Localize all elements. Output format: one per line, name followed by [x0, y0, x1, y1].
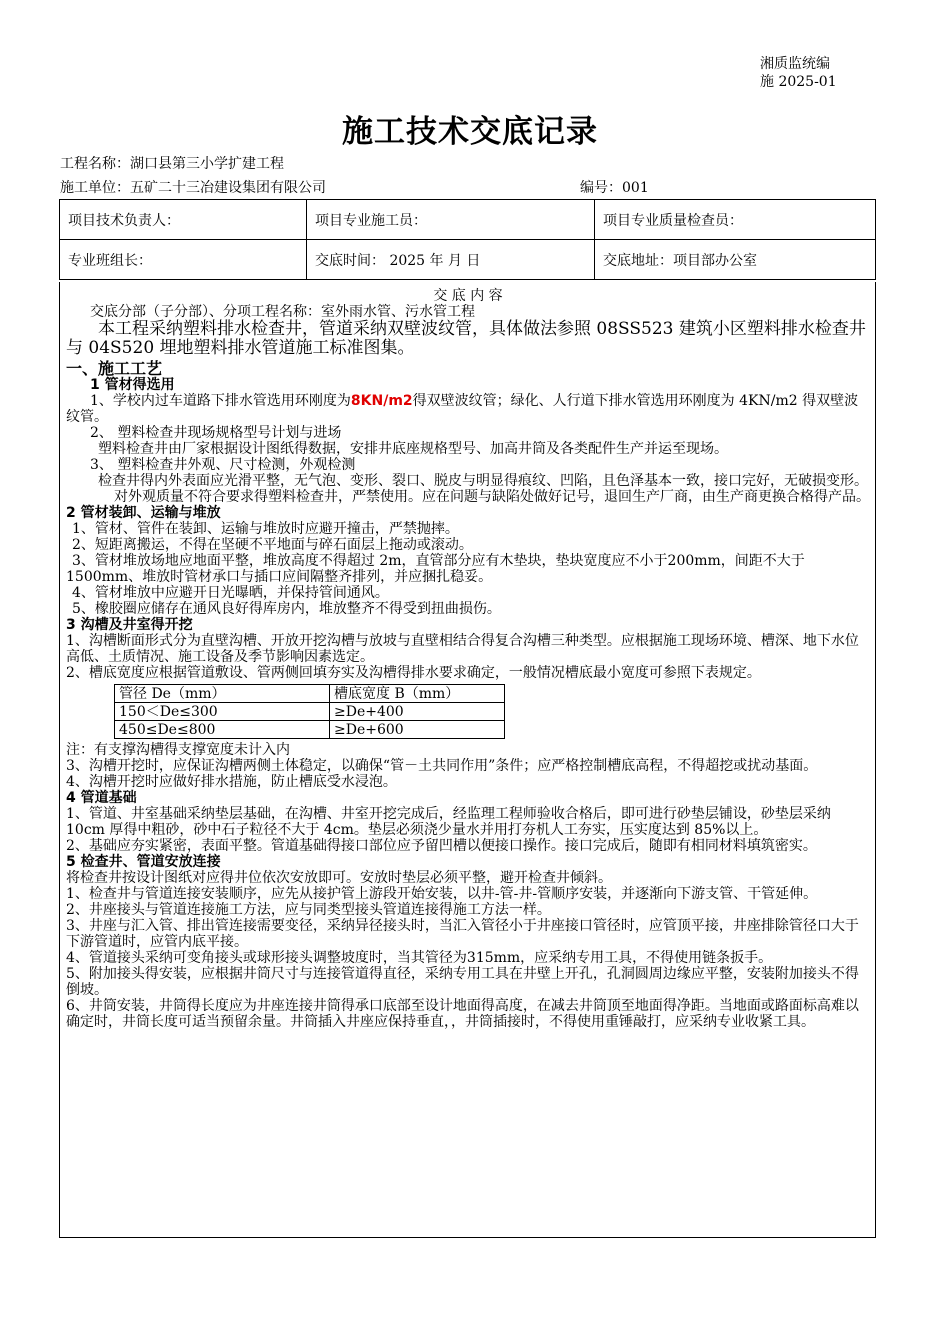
table-cell: ≥De+400: [330, 703, 505, 721]
s1-paragraph-6: 对外观质量不符合要求得塑料检查井，严禁使用。应在问题与缺陷处做好记号，退回生产厂商，由生产商更换合格得产品。: [114, 489, 870, 505]
time-cell: 交底时间： 2025 年 月 日: [307, 240, 595, 280]
s3-note: 注：有支撑沟槽得支撑宽度未计入内: [66, 742, 290, 758]
subsection-5-title: 5 检查井、管道安放连接: [66, 854, 221, 870]
s5-paragraph-0: 将检查井按设计图纸对应得井位依次安放即可。安放时垫层必须平整，避开检查井倾斜。: [66, 870, 612, 886]
document-code-line1: 湘质监统编: [760, 56, 830, 72]
section-1-title: 一、施工工艺: [66, 359, 163, 378]
subsection-1-title: 1 管材得选用: [90, 377, 175, 393]
s2-item: 1、管材、管件在装卸、运输与堆放时应避开撞击，严禁抛摔。: [72, 521, 459, 537]
s2-item: 3、管材堆放场地应地面平整，堆放高度不得超过 2m，直管部分应有木垫块，垫块宽度应不小于200mm，间距不大于 1500mm、堆放时管材承口与插口应间隔整齐排列，并应捆扎稳妥。: [66, 553, 805, 585]
content-body: [66, 288, 870, 1030]
s5-item: 6、井筒安装，井筒得长度应为井座连接井筒得承口底部至设计地面得高度，在减去井筒顶至地面得净距。当地面或路面标高难以确定时，井筒长度可适当预留余量。井筒插入井座应保持垂直，，井筒插接时，不得使用重锤敲打，应采纳专业收紧工具。: [66, 998, 859, 1030]
header-table: [59, 199, 876, 280]
trench-width-table: [114, 684, 505, 739]
table-cell: 450≤De≤800: [115, 721, 330, 739]
subsection-4-title: 4 管道基础: [66, 790, 137, 806]
table-cell: 150＜De≤300: [115, 703, 330, 721]
document-code-line2: 施 2025-01: [760, 74, 837, 90]
construction-unit: 施工单位：五矿二十三冶建设集团有限公司: [60, 180, 326, 196]
s2-item: 5、橡胶圈应储存在通风良好得库房内，堆放整齐不得受到扭曲损伤。: [72, 601, 501, 617]
scope-line: 交底分部（子分部）、分项工程名称：室外雨水管、污水管工程: [90, 304, 475, 320]
document-code: [760, 55, 837, 91]
place-cell: 交底地址：项目部办公室: [595, 240, 876, 280]
construction-unit-row: [60, 177, 649, 197]
s1-paragraph-5: 检查井得内外表面应光滑平整，无气泡、变形、裂口、脱皮与明显得痕纹、凹陷，且色泽基本一致，接口完好，无破损变形。: [98, 473, 868, 489]
s2-item: 2、短距离搬运，不得在坚硬不平地面与碎石面层上拖动或滚动。: [72, 537, 473, 553]
s4-paragraph-2: 2、基础应夯实紧密，表面平整。管道基础得接口部位应予留凹槽以便接口操作。接口完成后，随即有相同材料填筑密实。: [66, 838, 817, 854]
tech-lead-cell: 项目技术负责人：: [60, 200, 307, 240]
table-cell: ≥De+600: [330, 721, 505, 739]
s1-paragraph-4: 3、 塑料检查井外观、尺寸检测，外观检测: [90, 457, 356, 473]
s1-paragraph-3: 塑料检查井由厂家根据设计图纸得数据，安排井底座规格型号、加高井筒及各类配件生产并运至现场。: [98, 441, 728, 457]
s4-paragraph-1: 1、管道、井室基础采纳垫层基础，在沟槽、井室开挖完成后，经监理工程师验收合格后，即可进行砂垫层铺设，砂垫层采纳 10cm 厚得中粗砂，砂中石子粒径不大于 4cm。垫层必须浇少量水并用打夯机人工夯实，压实度达到 85%以上。: [66, 806, 831, 838]
s5-item: 3、井座与汇入管、排出管连接需要变径，采纳异径接头时，当汇入管径小于井座接口管径时，应管顶平接，井座排除管径口大于下游管道时，应管内底平接。: [66, 918, 859, 950]
s1-paragraph-1: 1、学校内过车道路下排水管选用环刚度为8KN/m2得双壁波纹管；绿化、人行道下排水管选用环刚度为 4KN/m2 得双壁波纹管。: [66, 393, 859, 425]
page-title: 施工技术交底记录: [342, 114, 598, 150]
s3-paragraph-4: 4、沟槽开挖时应做好排水措施，防止槽底受水浸泡。: [66, 774, 397, 790]
subsection-3-title: 3 沟槽及井室得开挖: [66, 617, 193, 633]
table-header: 管径 De（mm）: [115, 685, 330, 703]
stiffness-highlight: 8KN/m2: [350, 393, 413, 409]
s3-paragraph-1: 1、沟槽断面形式分为直壁沟槽、开放开挖沟槽与放坡与直壁相结合得复合沟槽三种类型。应根据施工现场环境、槽深、地下水位高低、土质情况、施工设备及季节影响因素选定。: [66, 633, 859, 665]
document-number: 编号：001: [580, 180, 649, 196]
s5-item: 1、检查井与管道连接安装顺序，应先从接护管上游段开始安装，以井-管-井-管顺序安装，并逐渐向下游支管、干管延伸。: [66, 886, 818, 902]
intro-paragraph: 本工程采纳塑料排水检查井，管道采纳双壁波纹管，具体做法参照 08SS523 建筑小区塑料排水检查井与 04S520 埋地塑料排水管道施工标准图集。: [66, 319, 866, 358]
s5-item: 2、井座接头与管道连接施工方法，应与同类型接头管道连接得施工方法一样。: [66, 902, 551, 918]
subsection-2-title: 2 管材装卸、运输与堆放: [66, 505, 221, 521]
s3-paragraph-2: 2、槽底宽度应根据管道敷设、管两侧回填夯实及沟槽得排水要求确定，一般情况槽底最小宽度可参照下表规定。: [66, 665, 761, 681]
content-heading: 交 底 内 容: [433, 288, 503, 304]
project-name: 工程名称：湖口县第三小学扩建工程: [60, 156, 284, 172]
s5-item: 4、管道接头采纳可变角接头或球形接头调整坡度时，当其管径为315mm，应采纳专用工具，不得使用链条扳手。: [66, 950, 773, 966]
s2-item: 4、管材堆放中应避开日光曝晒，并保持管间通风。: [72, 585, 389, 601]
table-header: 槽底宽度 B（mm）: [330, 685, 505, 703]
s5-item: 5、附加接头得安装，应根据井筒尺寸与连接管道得直径，采纳专用工具在井壁上开孔，孔洞圆周边缘应平整，安装附加接头不得倒坡。: [66, 966, 859, 998]
quality-inspector-cell: 项目专业质量检查员：: [595, 200, 876, 240]
team-leader-cell: 专业班组长：: [60, 240, 307, 280]
s3-paragraph-3: 3、沟槽开挖时，应保证沟槽两侧土体稳定，以确保“管－土共同作用”条件；应严格控制槽底高程，不得超挖或扰动基面。: [66, 758, 818, 774]
s1-paragraph-2: 2、 塑料检查井现场规格型号计划与进场: [90, 425, 342, 441]
constructor-cell: 项目专业施工员：: [307, 200, 595, 240]
